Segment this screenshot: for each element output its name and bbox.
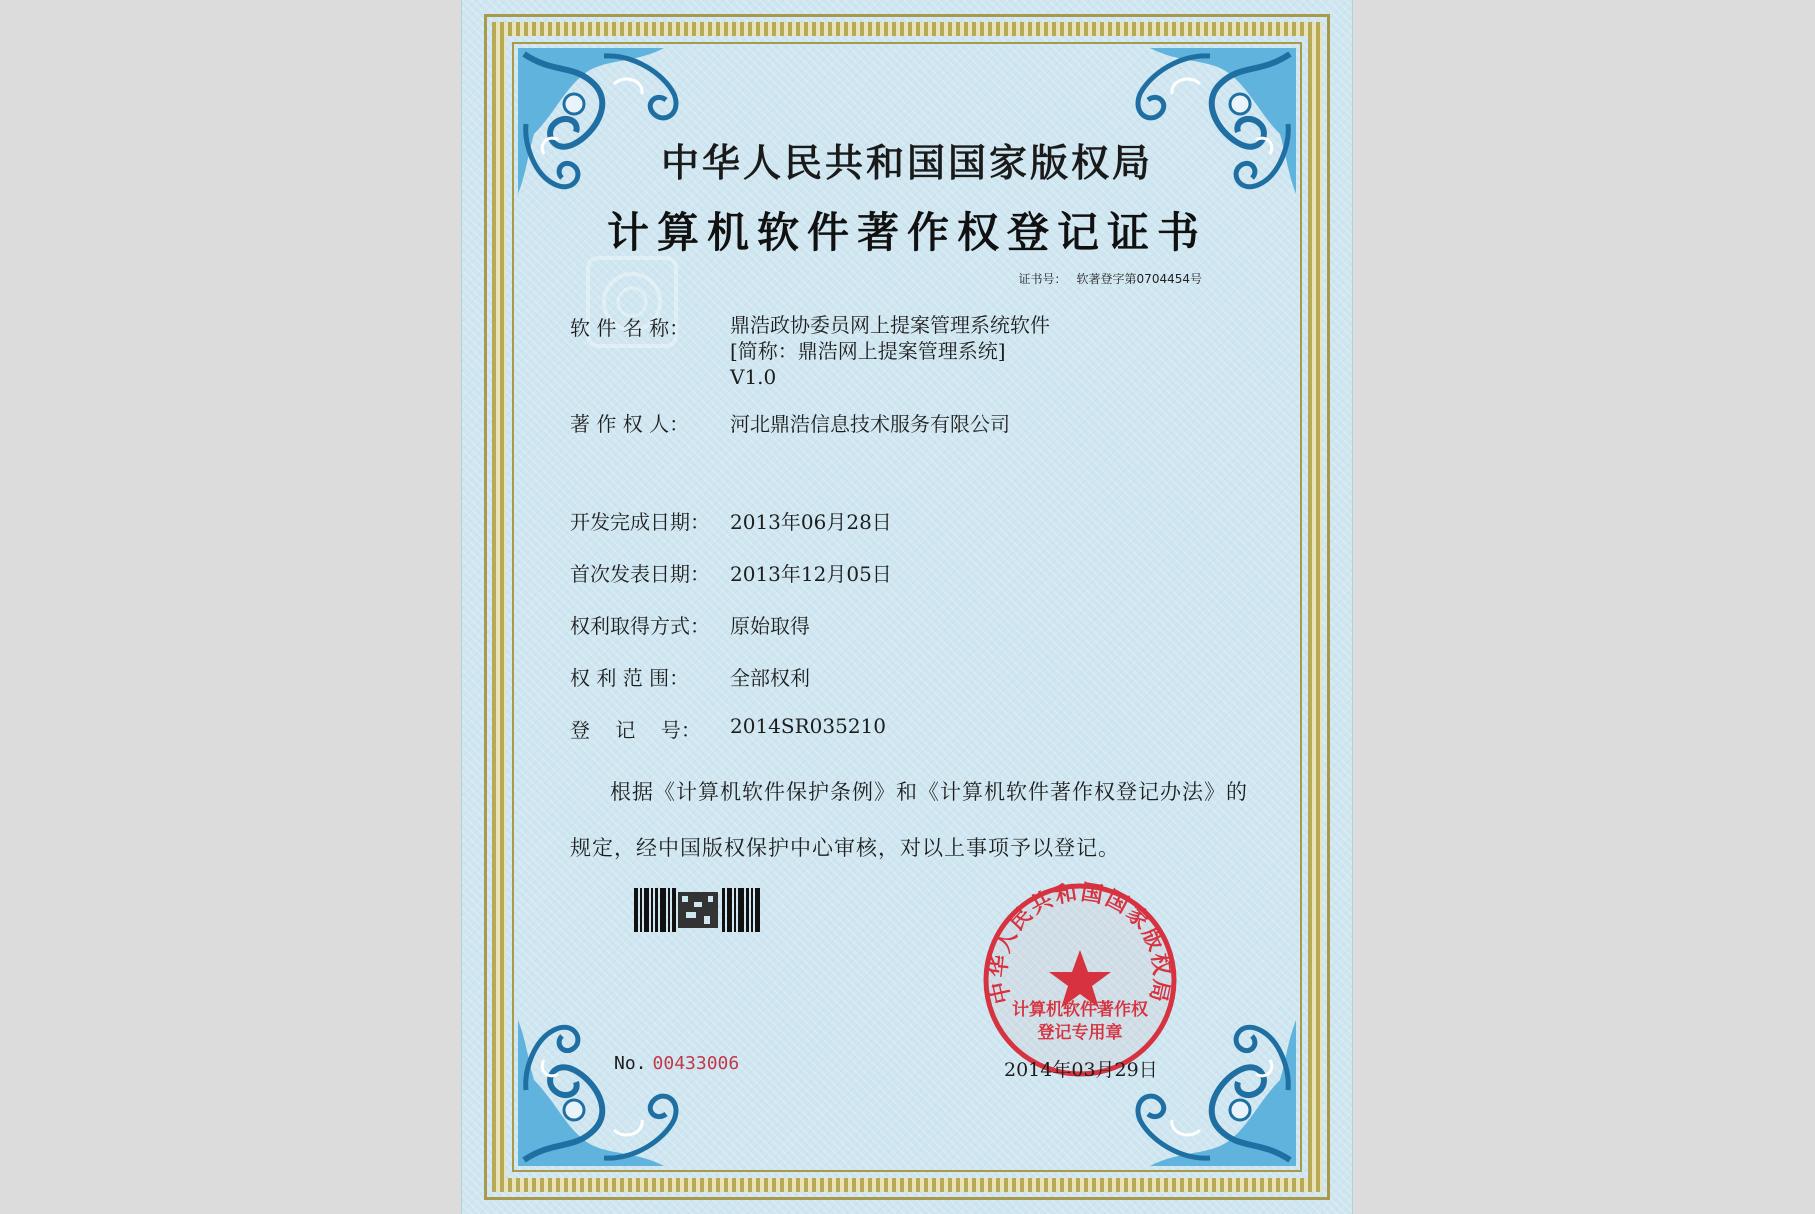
serial-number-value: 00433006 xyxy=(652,1053,740,1074)
registration-number-label: 登 记 号： xyxy=(570,718,701,742)
barcode xyxy=(634,888,762,932)
rights-scope-value: 全部权利 xyxy=(730,666,810,690)
development-date-value: 2013年06月28日 xyxy=(730,510,892,534)
corner-ornament-bottom-left xyxy=(514,1010,704,1170)
certificate-number xyxy=(1019,270,1202,287)
acquisition-method-value: 原始取得 xyxy=(730,614,810,638)
copyright-holder-label: 著 作 权 人： xyxy=(570,412,690,436)
software-name-line2: [简称：鼎浩网上提案管理系统] xyxy=(730,339,1006,363)
certificate-number-label: 证书号： xyxy=(1018,272,1067,286)
field-acquisition-method xyxy=(570,610,810,639)
first-publication-date-label: 首次发表日期： xyxy=(570,562,710,586)
svg-text:中华人民共和国国家版权局: 中华人民共和国国家版权局 xyxy=(986,880,1174,1006)
field-development-date xyxy=(570,506,892,535)
software-name-label: 软 件 名 称： xyxy=(570,316,690,340)
software-name-line1: 鼎浩政协委员网上提案管理系统软件 xyxy=(730,313,1050,337)
software-name-version: V1.0 xyxy=(730,365,777,389)
development-date-label: 开发完成日期： xyxy=(570,510,710,534)
field-first-publication-date xyxy=(570,558,892,587)
serial-number-prefix: No. xyxy=(614,1053,647,1074)
certificate-title: 计算机软件著作权登记证书 xyxy=(606,208,1207,257)
registration-number-value: 2014SR035210 xyxy=(730,714,887,738)
rights-scope-label: 权 利 范 围： xyxy=(570,666,690,690)
statement-line1: 根据《计算机软件保护条例》和《计算机软件著作权登记办法》的 xyxy=(610,780,1248,804)
seal-line2: 登记专用章 xyxy=(1037,1023,1123,1043)
first-publication-date-value: 2013年12月05日 xyxy=(730,562,892,586)
serial-number xyxy=(614,1053,739,1074)
issuing-authority: 中华人民共和国国家版权局 xyxy=(660,141,1153,185)
field-software-name xyxy=(570,312,1050,390)
official-seal xyxy=(980,880,1180,1080)
seal-line1: 计算机软件著作权 xyxy=(1012,1000,1148,1020)
statement-line2: 规定，经中国版权保护中心审核，对以上事项予以登记。 xyxy=(570,836,1120,860)
field-registration-number xyxy=(570,714,886,743)
field-copyright-holder xyxy=(570,408,1010,437)
certificate-number-value: 软著登字第0704454号 xyxy=(1076,272,1202,286)
copyright-holder-value: 河北鼎浩信息技术服务有限公司 xyxy=(730,412,1010,436)
certificate-document xyxy=(462,0,1352,1214)
field-rights-scope xyxy=(570,662,810,691)
issue-date: 2014年03月29日 xyxy=(1004,1059,1158,1081)
acquisition-method-label: 权利取得方式： xyxy=(570,614,710,638)
